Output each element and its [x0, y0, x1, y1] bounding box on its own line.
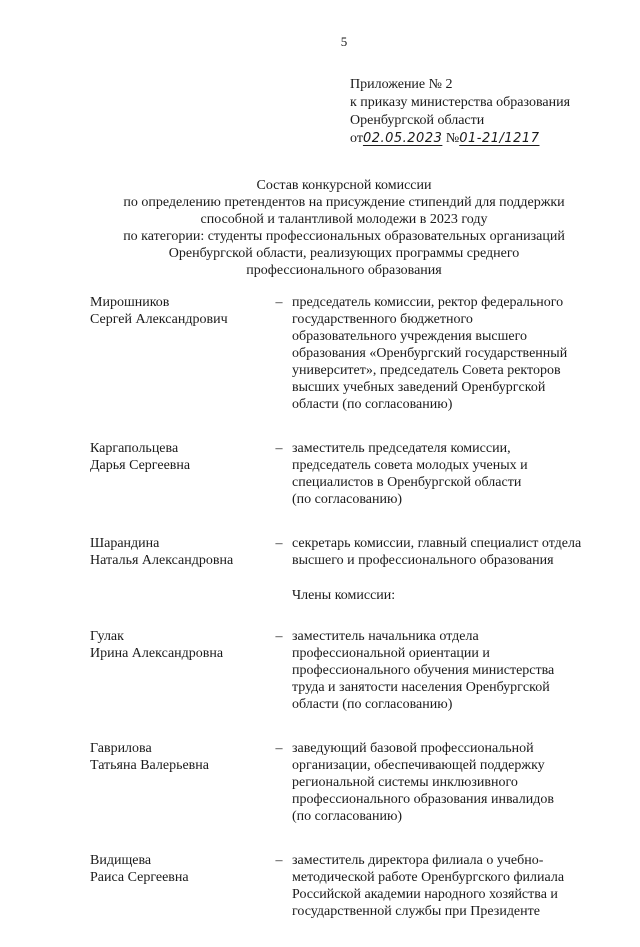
role-line: (по согласованию): [292, 492, 403, 507]
commission-list: [90, 294, 610, 947]
appendix-date-number: [350, 130, 570, 148]
member-row: [90, 852, 610, 920]
member-name: [90, 535, 266, 569]
member-row: [90, 628, 610, 713]
role-line: заместитель директора филиала о учебно-: [292, 853, 544, 868]
member-given-name: Сергей Александрович: [90, 312, 228, 327]
title-line: Состав конкурсной комиссии: [256, 178, 432, 193]
role-line: заместитель начальника отдела: [292, 629, 479, 644]
member-name: [90, 628, 266, 713]
role-line: председатель совета молодых ученых и: [292, 458, 528, 473]
role-line: образования «Оренбургский государственный: [292, 346, 568, 361]
dash: –: [275, 853, 283, 868]
role-line: профессиональной ориентации и: [292, 646, 490, 661]
title-line: Оренбургской области, реализующих программы среднего: [168, 246, 520, 261]
role-line: профессионального образования инвалидов: [292, 792, 554, 807]
role-line: организации, обеспечивающей поддержку: [292, 758, 545, 773]
role-line: Российской академии народного хозяйства и: [292, 887, 558, 902]
member-given-name: Раиса Сергеевна: [90, 870, 189, 885]
role-line: высших учебных заведений Оренбургской: [292, 380, 546, 395]
role-line: труда и занятости населения Оренбургской: [292, 680, 550, 695]
member-given-name: Ирина Александровна: [90, 646, 224, 661]
dash: –: [275, 536, 283, 551]
members-heading: Члены комиссии:: [292, 588, 396, 603]
member-given-name: Наталья Александровна: [90, 553, 234, 568]
member-role: [292, 535, 610, 569]
appendix-block: [350, 76, 570, 148]
member-role: [292, 294, 610, 413]
appendix-region: Оренбургской области: [350, 113, 485, 128]
member-surname: Мирошников: [90, 295, 170, 310]
member-surname: Гулак: [90, 629, 124, 644]
dash: –: [275, 295, 283, 310]
member-surname: Каргапольцева: [90, 441, 179, 456]
member-row: [90, 535, 610, 569]
role-line: области (по согласованию): [292, 397, 453, 412]
role-line: образовательного учреждения высшего: [292, 329, 527, 344]
member-given-name: Дарья Сергеевна: [90, 458, 191, 473]
role-line: заведующий базовой профессиональной: [292, 741, 534, 756]
role-line: области (по согласованию): [292, 697, 453, 712]
role-line: высшего и профессионального образования: [292, 553, 554, 568]
role-line: университет», председатель Совета ректоров: [292, 363, 561, 378]
member-surname: Видищева: [90, 853, 152, 868]
title-line: по категории: студенты профессиональных образовательных организаций: [123, 229, 565, 244]
dash: –: [275, 629, 283, 644]
member-role: [292, 852, 610, 920]
document-title: [0, 177, 640, 279]
member-surname: Шарандина: [90, 536, 160, 551]
role-line: региональной системы инклюзивного: [292, 775, 518, 790]
role-line: государственной службы при Президенте: [292, 904, 540, 919]
role-line: секретарь комиссии, главный специалист отдела: [292, 536, 582, 551]
number-prefix: №: [445, 131, 460, 146]
date-prefix: от: [350, 131, 363, 146]
role-line: специалистов в Оренбургской области: [292, 475, 522, 490]
title-line: способной и талантливой молодежи в 2023 году: [200, 212, 488, 227]
number-value: 01-21/1217: [459, 131, 540, 146]
role-line: председатель комиссии, ректор федерального: [292, 295, 564, 310]
dash: –: [275, 441, 283, 456]
member-given-name: Татьяна Валерьевна: [90, 758, 209, 773]
member-role: [292, 628, 610, 713]
member-surname: Гаврилова: [90, 741, 152, 756]
appendix-title: Приложение № 2: [350, 77, 453, 92]
member-name: [90, 740, 266, 825]
member-role: [292, 440, 610, 508]
member-row: [90, 294, 610, 413]
member-name: [90, 852, 266, 920]
page-number: 5: [340, 34, 348, 49]
role-line: методической работе Оренбургского филиала: [292, 870, 565, 885]
role-line: (по согласованию): [292, 809, 403, 824]
role-line: профессионального обучения министерства: [292, 663, 555, 678]
date-value: 02.05.2023: [362, 131, 443, 146]
dash: –: [275, 741, 283, 756]
appendix-order: к приказу министерства образования: [350, 95, 571, 110]
member-row: [90, 740, 610, 825]
title-line: по определению претендентов на присуждение стипендий для поддержки: [123, 195, 565, 210]
role-line: государственного бюджетного: [292, 312, 473, 327]
role-line: заместитель председателя комиссии,: [292, 441, 511, 456]
member-row: [90, 440, 610, 508]
member-name: [90, 440, 266, 508]
member-name: [90, 294, 266, 413]
title-line: профессионального образования: [246, 263, 442, 278]
member-role: [292, 740, 610, 825]
